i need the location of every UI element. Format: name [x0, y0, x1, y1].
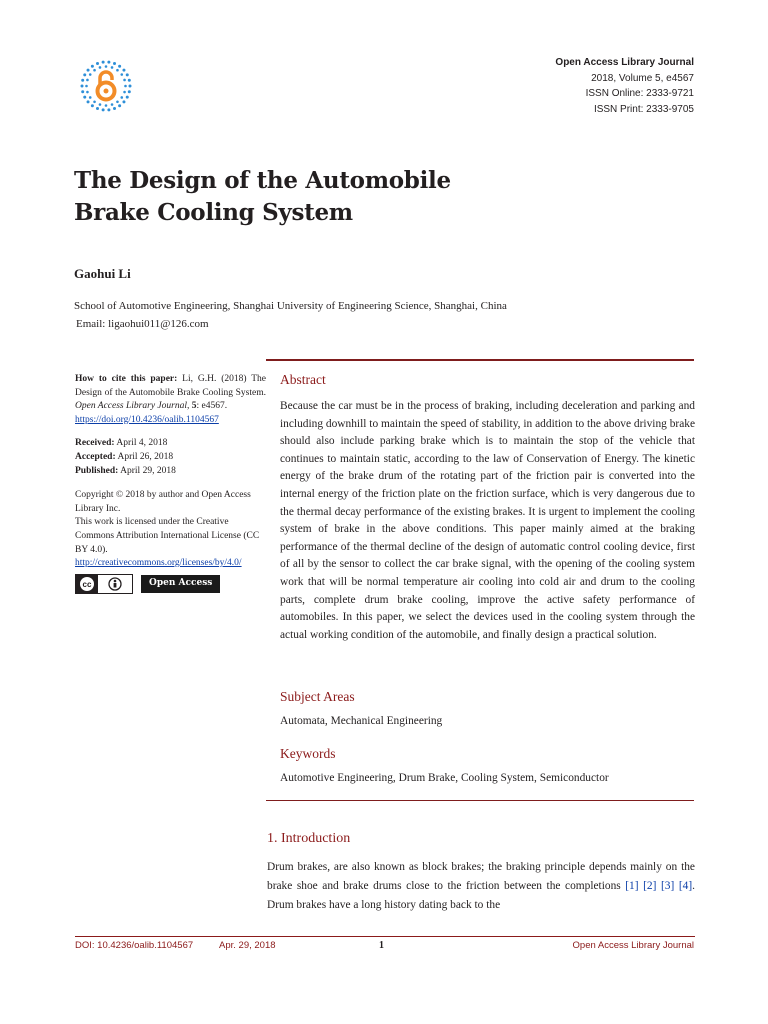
logo-dot-ring — [81, 61, 132, 112]
accepted-label: Accepted: — [75, 451, 116, 462]
article-title — [74, 165, 574, 229]
logo-dot — [116, 69, 119, 72]
logo-dot — [111, 66, 114, 69]
logo-dot — [123, 79, 126, 82]
abstract-text: Because the car must be in the process of braking, including deceleration and parking and including downhill to maintain the speed of stability, in addition to the above driving brake should also include parking brake which is to maintain the stop of the vehicle that continues to maintain static, according to the law of Conservation of Energy. The kinetic energy of the brake drum of the rotating part of the friction pair is converted into the internal energy of the friction plate on the friction surface, which is very dangerous due to the thermal decay performance of the existing brakes. It is urgent to implement the cooling system of brake in the above conditions. This paper mainly aimed at the braking performance of the thermal decline of the design of automatic control cooling device, first of all by the sensor to collect the car brake signal, with the opening of the cooling system work that will be normal temperature air cooling into cold air and drum to the cooling parts, complete drum brake cooling, improve the active safety performance of automobiles. In this paper, we select the devices used in the cooling system through the actual working condition of the automobile, and finally design a practical solution. — [280, 400, 695, 641]
logo-dot — [86, 79, 89, 82]
logo-dot — [126, 73, 129, 76]
logo-dot — [91, 65, 94, 68]
citation — [75, 373, 266, 427]
article-sidebar — [75, 373, 266, 594]
logo-dot — [89, 73, 92, 76]
footer-rule — [75, 936, 695, 937]
published-date — [75, 465, 266, 479]
keywords-text: Automotive Engineering, Drum Brake, Cooling System, Semiconductor — [280, 772, 609, 784]
ref-1[interactable]: [1] — [625, 880, 639, 892]
logo-dot — [87, 69, 90, 72]
logo-dot — [86, 91, 89, 94]
cite-label: How to cite this paper: — [75, 374, 178, 384]
logo-dot — [96, 107, 99, 110]
introduction-text — [267, 858, 695, 915]
logo-dot — [113, 62, 116, 65]
logo-dot — [105, 104, 108, 107]
logo-dot — [105, 65, 108, 68]
logo-dot — [116, 100, 119, 103]
svg-text:cc: cc — [82, 579, 92, 589]
issn-print: ISSN Print: 2333-9705 — [593, 103, 694, 115]
doi-link[interactable]: https://doi.org/10.4236/oalib.1104567 — [75, 414, 219, 425]
logo-dot — [102, 108, 105, 111]
logo-dot — [87, 100, 90, 103]
logo-dot — [102, 61, 105, 64]
logo-dot — [83, 96, 86, 99]
ref-3[interactable]: [3] — [660, 880, 675, 892]
logo-dot — [123, 91, 126, 94]
issn-online: ISSN Online: 2333-9721 — [585, 88, 694, 99]
keywords-heading: Keywords — [280, 746, 336, 761]
logo-dot — [122, 69, 125, 72]
copyright — [75, 489, 266, 571]
logo-dot — [120, 73, 123, 76]
license-link[interactable]: http://creativecommons.org/licenses/by/4.0/ — [75, 558, 242, 569]
logo-dot — [126, 96, 129, 99]
cite-volume: 5 — [191, 401, 197, 412]
logo-dot — [111, 103, 114, 106]
logo-dot — [128, 79, 131, 82]
cc-icon — [76, 575, 98, 593]
by-icon — [98, 577, 132, 591]
author-email: Email: ligaohui011@126.com — [76, 318, 209, 330]
affiliation: School of Automotive Engineering, Shanghai University of Engineering Science, Shanghai, China — [74, 300, 507, 312]
keywords-bottom-rule — [266, 800, 694, 801]
ref-2[interactable]: [2] — [643, 880, 657, 892]
accepted-value: April 26, 2018 — [115, 451, 174, 462]
author-name: Gaohui Li — [74, 266, 131, 281]
published-label: Published: — [75, 465, 119, 476]
logo-dot — [122, 100, 125, 103]
subject-areas-text: Automata, Mechanical Engineering — [280, 715, 443, 727]
received-value: April 4, 2018 — [114, 438, 168, 449]
logo-dot — [120, 96, 123, 99]
footer-journal: Open Access Library Journal — [572, 940, 694, 951]
ref-4[interactable]: [4] — [678, 880, 693, 892]
logo-dot — [113, 107, 116, 110]
logo-dot — [81, 90, 84, 93]
logo-dot — [118, 65, 121, 68]
logo-dot — [93, 69, 96, 72]
license-badges — [75, 574, 266, 594]
abstract-top-rule — [266, 359, 694, 361]
cc-by-icon[interactable] — [75, 574, 133, 594]
footer-date: Apr. 29, 2018 — [219, 940, 276, 951]
journal-info — [555, 55, 694, 117]
cite-journal: Open Access Library Journal — [75, 401, 187, 412]
logo-dot — [107, 108, 110, 111]
cite-text-2: , — [186, 401, 192, 412]
copyright-line-1: Copyright © 2018 by author and Open Access Library Inc. — [75, 490, 251, 514]
logo-dot — [99, 103, 102, 106]
cite-text-3: : e4567. — [196, 401, 228, 412]
abstract-heading: Abstract — [280, 372, 326, 387]
received-date — [75, 437, 266, 451]
open-access-logo — [78, 58, 134, 114]
open-access-badge[interactable]: Open Access — [141, 575, 220, 593]
title-line-1: The Design of the Automobile — [74, 167, 451, 194]
logo-dot — [96, 62, 99, 65]
logo-dot — [124, 85, 127, 88]
subject-areas-heading: Subject Areas — [280, 689, 355, 704]
journal-volume: 2018, Volume 5, e4567 — [591, 72, 694, 84]
copyright-line-2: This work is licensed under the Creative Commons Attribution International License (CC BY 4.0). — [75, 517, 260, 555]
logo-dot — [89, 96, 92, 99]
introduction-heading: 1. Introduction — [267, 831, 351, 846]
page-number: 1 — [379, 940, 384, 951]
logo-dot — [107, 61, 110, 64]
logo-dot — [81, 79, 84, 82]
cite-text-1: Li, G.H. (2018) The Design of the Automobile Brake Cooling System. — [75, 374, 266, 398]
article-dates — [75, 437, 266, 478]
accepted-date — [75, 451, 266, 465]
logo-dot — [128, 90, 131, 93]
logo-dot — [99, 66, 102, 69]
journal-name: Open Access Library Journal — [555, 57, 694, 68]
logo-dot — [83, 73, 86, 76]
footer-doi: DOI: 10.4236/oalib.1104567 — [75, 940, 194, 951]
logo-dot — [129, 85, 132, 88]
logo-dot — [85, 85, 88, 88]
logo-dot — [93, 100, 96, 103]
title-line-2: Brake Cooling System — [74, 199, 353, 226]
intro-text-2: . Drum brakes have a long history dating back to the — [267, 880, 695, 911]
logo-dot — [91, 104, 94, 107]
received-label: Received: — [75, 438, 115, 449]
logo-dot — [81, 85, 84, 88]
logo-lock-keyhole — [104, 89, 109, 94]
intro-text-1: Drum brakes, are also known as block brakes; the braking principle depends mainly on the brake shoe and brake drums close to the friction between the completions — [267, 861, 695, 892]
published-value: April 29, 2018 — [118, 465, 176, 476]
logo-dot — [118, 104, 121, 107]
